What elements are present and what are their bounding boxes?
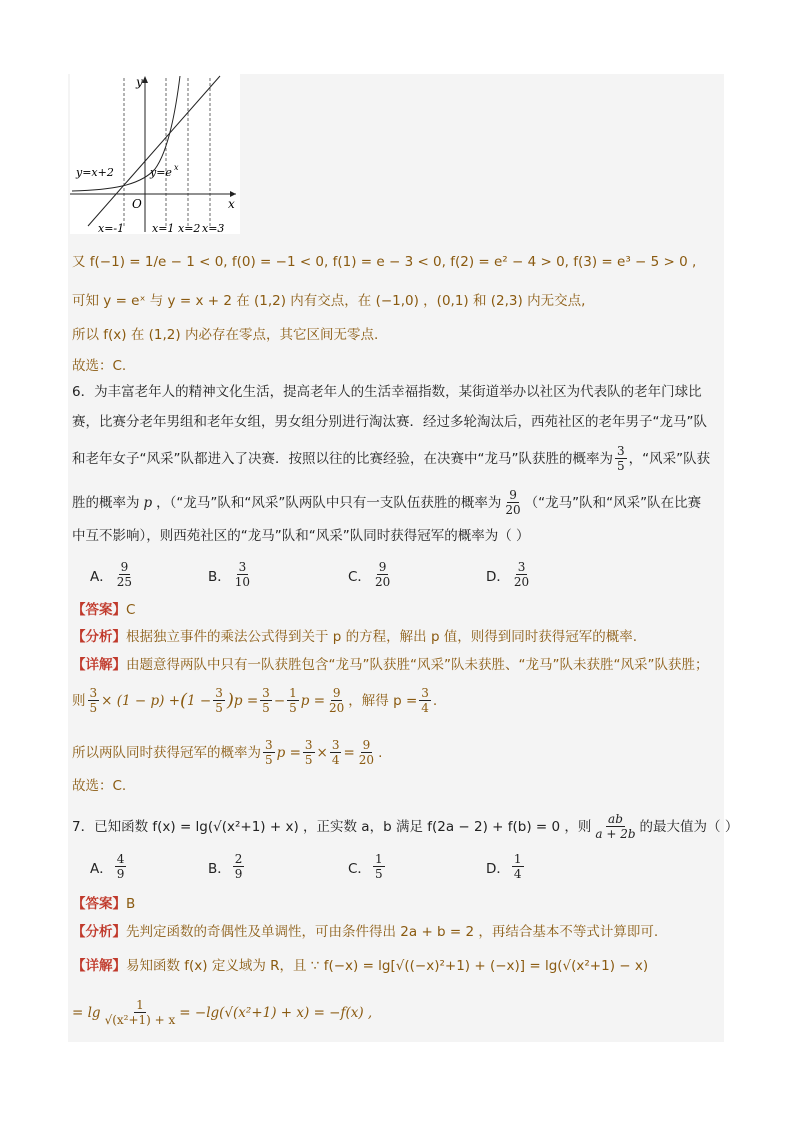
q7-analysis: 【分析】先判定函数的奇偶性及单调性，可由条件得出 2a + b = 2 ，再结合基本不等式计算即可. <box>72 924 659 940</box>
q6-line5: 中互不影响），则西苑社区的“龙马”队和“风采”队同时获得冠军的概率为（ ） <box>72 528 530 544</box>
q7-last-line: = lg $\frac{1}{\text{√(x²+1) + x}}$ = −lg(√(x²+1) + x) = −f(x) , <box>72 998 373 1027</box>
q7-option-d[interactable]: D． $\frac{1}{4}$ <box>486 852 522 881</box>
q7-option-c[interactable]: C． $\frac{1}{5}$ <box>348 852 383 881</box>
q6-analysis: 【分析】根据独立事件的乘法公式得到关于 p 的方程，解出 p 值，则得到同时获得冠军的概率. <box>72 629 638 645</box>
q6-line3-text: 和老年女子“风采”队都进入了决赛．按照以往的比赛经验，在决赛中“龙马”队获胜的概率为 <box>72 450 613 467</box>
q7-option-b[interactable]: B． $\frac{2}{9}$ <box>208 852 243 881</box>
q7-stem: 7．已知函数 f(x) = lg(√(x²+1) + x) ，正实数 a，b 满足 f(2a − 2) + f(b) = 0 ，则 $\frac{ab}{a + 2b}$ 的最大值为（ ） <box>72 812 739 841</box>
x-label-minus1: x=-1 <box>98 222 125 234</box>
q6-answer: 【答案】C <box>72 602 136 618</box>
y-axis-label: y <box>136 75 143 89</box>
y-axis-arrow <box>142 76 148 83</box>
origin-label: O <box>132 197 142 211</box>
x-label-2: x=2 <box>178 222 201 234</box>
q6-equation: 则 $\frac{3}{5}$ × (1 − p) + ( 1 − $\frac{3}{5}$ ) p = $\frac{3}{5}$ − $\frac{1}{5}$ p = $\frac{9}{20}$ ，解得 p = $\frac{3}{4}$ . <box>72 686 438 715</box>
graph-svg <box>70 74 240 234</box>
q6-detail: 【详解】由题意得两队中只有一队获胜包含“龙马”队获胜“风采”队未获胜、“龙马”队未获胜“风采”队获胜； <box>72 657 709 673</box>
q7-detail: 【详解】易知函数 f(x) 定义域为 R，且 ∵ f(−x) = lg[√((−x)²+1) + (−x)] = lg(√(x²+1) − x) <box>72 958 649 974</box>
q7-frac: $\frac{ab}{a + 2b}$ <box>595 812 636 841</box>
sol5-line2: 可知 y = eˣ 与 y = x + 2 在 (1,2) 内有交点，在 (−1,0) ，(0,1) 和 (2,3) 内无交点, <box>72 293 586 309</box>
q6-p-var: p <box>143 494 153 511</box>
q6-conclusion: 故选：C. <box>72 778 127 794</box>
q6-summary: 所以两队同时获得冠军的概率为 $\frac{3}{5}$ p = $\frac{3}{5}$ × $\frac{3}{4}$ = $\frac{9}{20}$ . <box>72 738 383 767</box>
q7-option-a[interactable]: A． $\frac{4}{9}$ <box>90 852 125 881</box>
curve-label: y=e <box>150 166 172 179</box>
function-graph <box>70 74 240 234</box>
curve-label-sup: x <box>174 163 179 172</box>
q6-option-b[interactable]: B． $\frac{3}{10}$ <box>208 560 251 589</box>
q6-line3-tail: ，“风采”队获 <box>628 450 711 467</box>
q6-frac-9-20: $\frac{9}{20}$ <box>505 488 521 517</box>
x-axis-label: x <box>228 197 235 211</box>
sol5-line1: 又 f(−1) = 1/e − 1 < 0, f(0) = −1 < 0, f(1) = e − 3 < 0, f(2) = e² − 4 > 0, f(3) = e³ − 5 > 0 , <box>72 254 697 270</box>
line-label: y=x+2 <box>76 166 114 179</box>
x-label-1: x=1 <box>152 222 175 234</box>
q6-option-a[interactable]: A． $\frac{9}{25}$ <box>90 560 133 589</box>
q6-line1: 6．为丰富老年人的精神文化生活，提高老年人的生活幸福指数，某街道举办以社区为代表队的老年门球比 <box>72 384 702 400</box>
x-label-3: x=3 <box>202 222 225 234</box>
q6-line2: 赛，比赛分老年男组和老年女组，男女组分别进行淘汰赛．经过多轮淘汰后，西苑社区的老年男子“龙马”队 <box>72 414 707 430</box>
q6-option-c[interactable]: C． $\frac{9}{20}$ <box>348 560 391 589</box>
q6-line4: 胜的概率为 p ，（“龙马”队和“风采”队两队中只有一支队伍获胜的概率为 $\frac{9}{20}$ （“龙马”队和“风采”队在比赛 <box>72 488 702 517</box>
sol5-line3: 所以 f(x) 在 (1,2) 内必存在零点，其它区间无零点. <box>72 327 379 343</box>
q6-line3 <box>72 444 710 473</box>
q6-option-d[interactable]: D． $\frac{3}{20}$ <box>486 560 530 589</box>
q6-frac-3-5: $\frac{3}{5}$ <box>616 444 625 473</box>
sol5-conclusion: 故选：C. <box>72 358 127 374</box>
line-y-x-plus-2 <box>88 76 220 226</box>
q7-answer: 【答案】B <box>72 896 136 912</box>
